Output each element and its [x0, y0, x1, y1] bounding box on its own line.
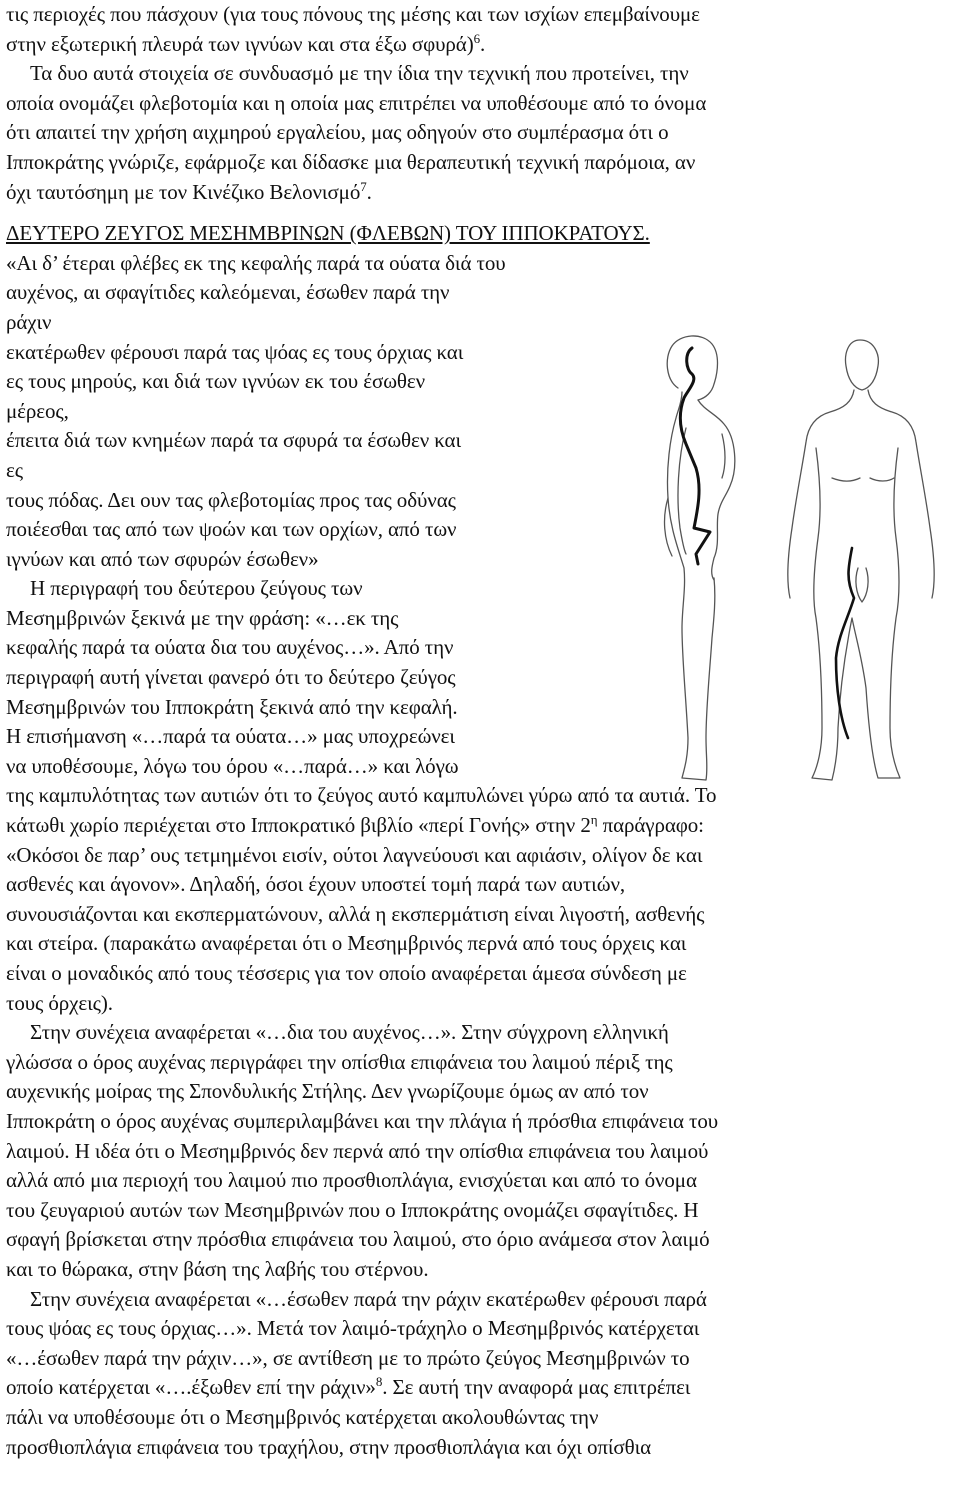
- text-run: όχι ταυτόσημη με τον Κινέζικο Βελονισμό: [6, 179, 361, 204]
- paragraph-line: [6, 30, 954, 60]
- text-run: ες τους μηρούς, και διά των ιγνύων εκ του έσωθεν: [6, 369, 425, 394]
- text-run: κεφαλής παρά τα ούατα δια του αυχένος…». Από την: [6, 635, 454, 660]
- text-run: έπειτα διά των κνημέων παρά τα σφυρά τα έσωθεν και: [6, 428, 462, 453]
- body-paragraphs: [6, 781, 954, 1462]
- side-view-body: [665, 336, 735, 780]
- text-run-after: .: [366, 179, 372, 204]
- text-run: «…έσωθεν παρά την ράχιν…», σε αντίθεση με το πρώτο ζεύγος Μεσημβρινών το: [6, 1345, 690, 1370]
- paragraph-line: [6, 841, 954, 871]
- paragraph-line: [6, 1314, 954, 1344]
- meridian-anatomy-figure: [626, 318, 956, 796]
- text-run: ασθενές και άγονον». Δηλαδή, όσοι έχουν υποστεί τομή παρά των αυτιών,: [6, 872, 625, 897]
- section-heading: ΔΕΥΤΕΡΟ ΖΕΥΓΟΣ ΜΕΣΗΜΒΡΙΝΩΝ (ΦΛΕΒΩΝ) ΤΟΥ ΙΠΠΟΚΡΑΤΟΥΣ.: [6, 221, 650, 246]
- text-run: σφαγή βρίσκεται στην πρόσθια επιφάνεια του λαιμού, στο όριο ανάμεσα στον λαιμό: [6, 1227, 710, 1252]
- text-run: οποίο κατέρχεται «….έξωθεν επί την ράχιν»: [6, 1375, 376, 1400]
- text-run: Η περιγραφή του δεύτερου ζεύγους των: [30, 576, 363, 601]
- text-run: ιγνύων και από των σφυρών έσωθεν»: [6, 546, 319, 571]
- paragraph-line: [6, 1255, 954, 1285]
- quote-line: [6, 249, 954, 279]
- text-run-after: παράγραφο:: [597, 813, 704, 838]
- paragraph-line: [6, 929, 954, 959]
- text-run: ποιέεσθαι τας από των ψοών και των ορχίων, από των: [6, 517, 457, 542]
- intro-paragraphs: [6, 0, 954, 207]
- paragraph-line: [6, 1433, 954, 1463]
- text-run: της καμπυλότητας των αυτιών ότι το ζεύγος αυτό καμπυλώνει γύρω από τα αυτιά. Το: [6, 783, 717, 808]
- text-run: ες: [6, 457, 23, 482]
- text-run: Στην συνέχεια αναφέρεται «…έσωθεν παρά την ράχιν εκατέρωθεν φέρουσι παρά: [30, 1286, 707, 1311]
- text-run: τους ψόας ες τους όρχιας…». Μετά τον λαιμό-τράχηλο ο Μεσημβρινός κατέρχεται: [6, 1316, 700, 1341]
- paragraph-line: [6, 1018, 954, 1048]
- front-view-body: [788, 340, 934, 780]
- text-run: ότι απαιτεί την χρήση αιχμηρού εργαλείου, μας οδηγούν στο συμπέρασμα ότι ο: [6, 120, 669, 145]
- paragraph-line: [6, 1344, 954, 1374]
- text-run: οποία ονομάζει φλεβοτομία και η οποία μας επιτρέπει να υποθέσουμε από το όνομα: [6, 90, 707, 115]
- text-run: Η επισήμανση «…παρά τα ούατα…» μας υποχρεώνει: [6, 724, 455, 749]
- text-run: αλλά από μια περιοχή του λαιμού πιο προσθιοπλάγια, ενισχύεται και από το όνομα: [6, 1168, 697, 1193]
- text-run: συνουσιάζονται και εκσπερματώνουν, αλλά η εκσπερμάτιση είναι λιγοστή, ασθενής: [6, 901, 705, 926]
- paragraph-line: [6, 59, 954, 89]
- text-run: Μεσημβρινών του Ιπποκράτη ξεκινά από την κεφαλή.: [6, 694, 458, 719]
- text-run: γλώσσα ο όρος αυχένας περιγράφει την οπίσθια επιφάνεια του λαιμού πέριξ της: [6, 1049, 673, 1074]
- text-run: να υποθέσουμε, λόγω του όρου «…παρά…» και λόγω: [6, 753, 459, 778]
- footnote-marker: 6: [473, 30, 481, 46]
- text-run: είναι ο μοναδικός από τους τέσσερις για τον οποίο αναφέρεται άμεσα σύνδεση με: [6, 961, 687, 985]
- text-run: «Οκόσοι δε παρ’ ους τετμημένοι εισίν, ούτοι λαγνεύουσι και αφιάσιν, ολίγον δε και: [6, 842, 703, 867]
- paragraph-line: [6, 1137, 954, 1167]
- text-run: Ιπποκράτης γνώριζε, εφάρμοζε και δίδασκε μια θεραπευτική τεχνική παρόμοια, αν: [6, 149, 696, 174]
- paragraph-line: [6, 1373, 954, 1403]
- text-run: ράχιν: [6, 309, 52, 334]
- text-run: λαιμού. Η ιδέα ότι ο Μεσημβρινός δεν περνά από την οπίσθια επιφάνεια του λαιμού: [6, 1138, 709, 1163]
- text-run: εκατέρωθεν φέρουσι παρά τας ψόας ες τους όρχιας και: [6, 339, 464, 364]
- text-run: προσθιοπλάγια επιφάνεια του τραχήλου, στην προσθιοπλάγια και όχι οπίσθια: [6, 1434, 652, 1459]
- paragraph-line: [6, 89, 954, 119]
- paragraph-line: [6, 989, 954, 1019]
- paragraph-line: [6, 900, 954, 930]
- text-run: μέρεος,: [6, 398, 69, 423]
- footnote-marker: 8: [375, 1374, 383, 1390]
- paragraph-line: [6, 178, 954, 208]
- text-run: του ζευγαριού αυτών των Μεσημβρινών που ο Ιπποκράτης ονομάζει σφαγίτιδες. Η: [6, 1197, 699, 1222]
- paragraph-line: [6, 1196, 954, 1226]
- paragraph-line: [6, 959, 954, 989]
- paragraph-line: [6, 811, 954, 841]
- quote-line: [6, 278, 954, 308]
- text-run: «Αι δ’ έτεραι φλέβες εκ της κεφαλής παρά τα ούατα διά του: [6, 250, 506, 275]
- text-run: στην εξωτερική πλευρά των ιγνύων και στα έξω σφυρά): [6, 31, 474, 56]
- text-run-after: .: [480, 31, 486, 56]
- text-run: τους πόδας. Δει ουν τας φλεβοτομίας προς τας οδύνας: [6, 487, 456, 512]
- paragraph-line: [6, 148, 954, 178]
- paragraph-line: [6, 0, 954, 30]
- paragraph-line: [6, 1077, 954, 1107]
- text-run: αυχένος, αι σφαγίτιδες καλεόμεναι, έσωθεν παρά την: [6, 280, 450, 305]
- paragraph-line: [6, 1285, 954, 1315]
- text-run: περιγραφή αυτή γίνεται φανερό ότι το δεύτερο ζεύγος: [6, 665, 456, 690]
- text-run: και το θώρακα, στην βάση της λαβής του στέρνου.: [6, 1256, 429, 1281]
- paragraph-line: [6, 1166, 954, 1196]
- footnote-marker: η: [590, 812, 598, 828]
- text-run: Τα δυο αυτά στοιχεία σε συνδυασμό με την ίδια την τεχνική που προτείνει, την: [30, 61, 689, 86]
- paragraph-line: [6, 118, 954, 148]
- text-run: Στην συνέχεια αναφέρεται «…δια του αυχένος…». Στην σύγχρονη ελληνική: [30, 1020, 669, 1045]
- paragraph-line: [6, 1107, 954, 1137]
- text-run: αυχενικής μοίρας της Σπονδυλικής Στήλης. Δεν γνωρίζουμε όμως αν από τον: [6, 1079, 649, 1104]
- text-run: κάτωθι χωρίο περιέχεται στο Ιπποκρατικό βιβλίο «περί Γονής» στην 2: [6, 813, 591, 838]
- text-run: Μεσημβρινών ξεκινά με την φράση: «…εκ της: [6, 605, 399, 630]
- footnote-marker: 7: [360, 178, 367, 194]
- text-run: τους όρχεις).: [6, 990, 113, 1015]
- paragraph-line: [6, 870, 954, 900]
- text-run: πάλι να υποθέσουμε ότι ο Μεσημβρινός κατέρχεται ακολουθώντας την: [6, 1404, 599, 1429]
- text-run: και στείρα. (παρακάτω αναφέρεται ότι ο Μεσημβρινός περνά από τους όρχεις και: [6, 931, 687, 956]
- text-run: Ιπποκράτη ο όρος αυχένας συμπεριλαμβάνει και την πλάγια ή πρόσθια επιφάνεια του: [6, 1108, 719, 1133]
- paragraph-line: [6, 1048, 954, 1078]
- paragraph-line: [6, 1225, 954, 1255]
- meridian-line-side: [680, 348, 710, 564]
- text-run: τις περιοχές που πάσχουν (για τους πόνους της μέσης και των ισχίων επεμβαίνουμε: [6, 2, 700, 26]
- paragraph-line: [6, 1403, 954, 1433]
- text-run-after: . Σε αυτή την αναφορά μας επιτρέπει: [382, 1375, 691, 1400]
